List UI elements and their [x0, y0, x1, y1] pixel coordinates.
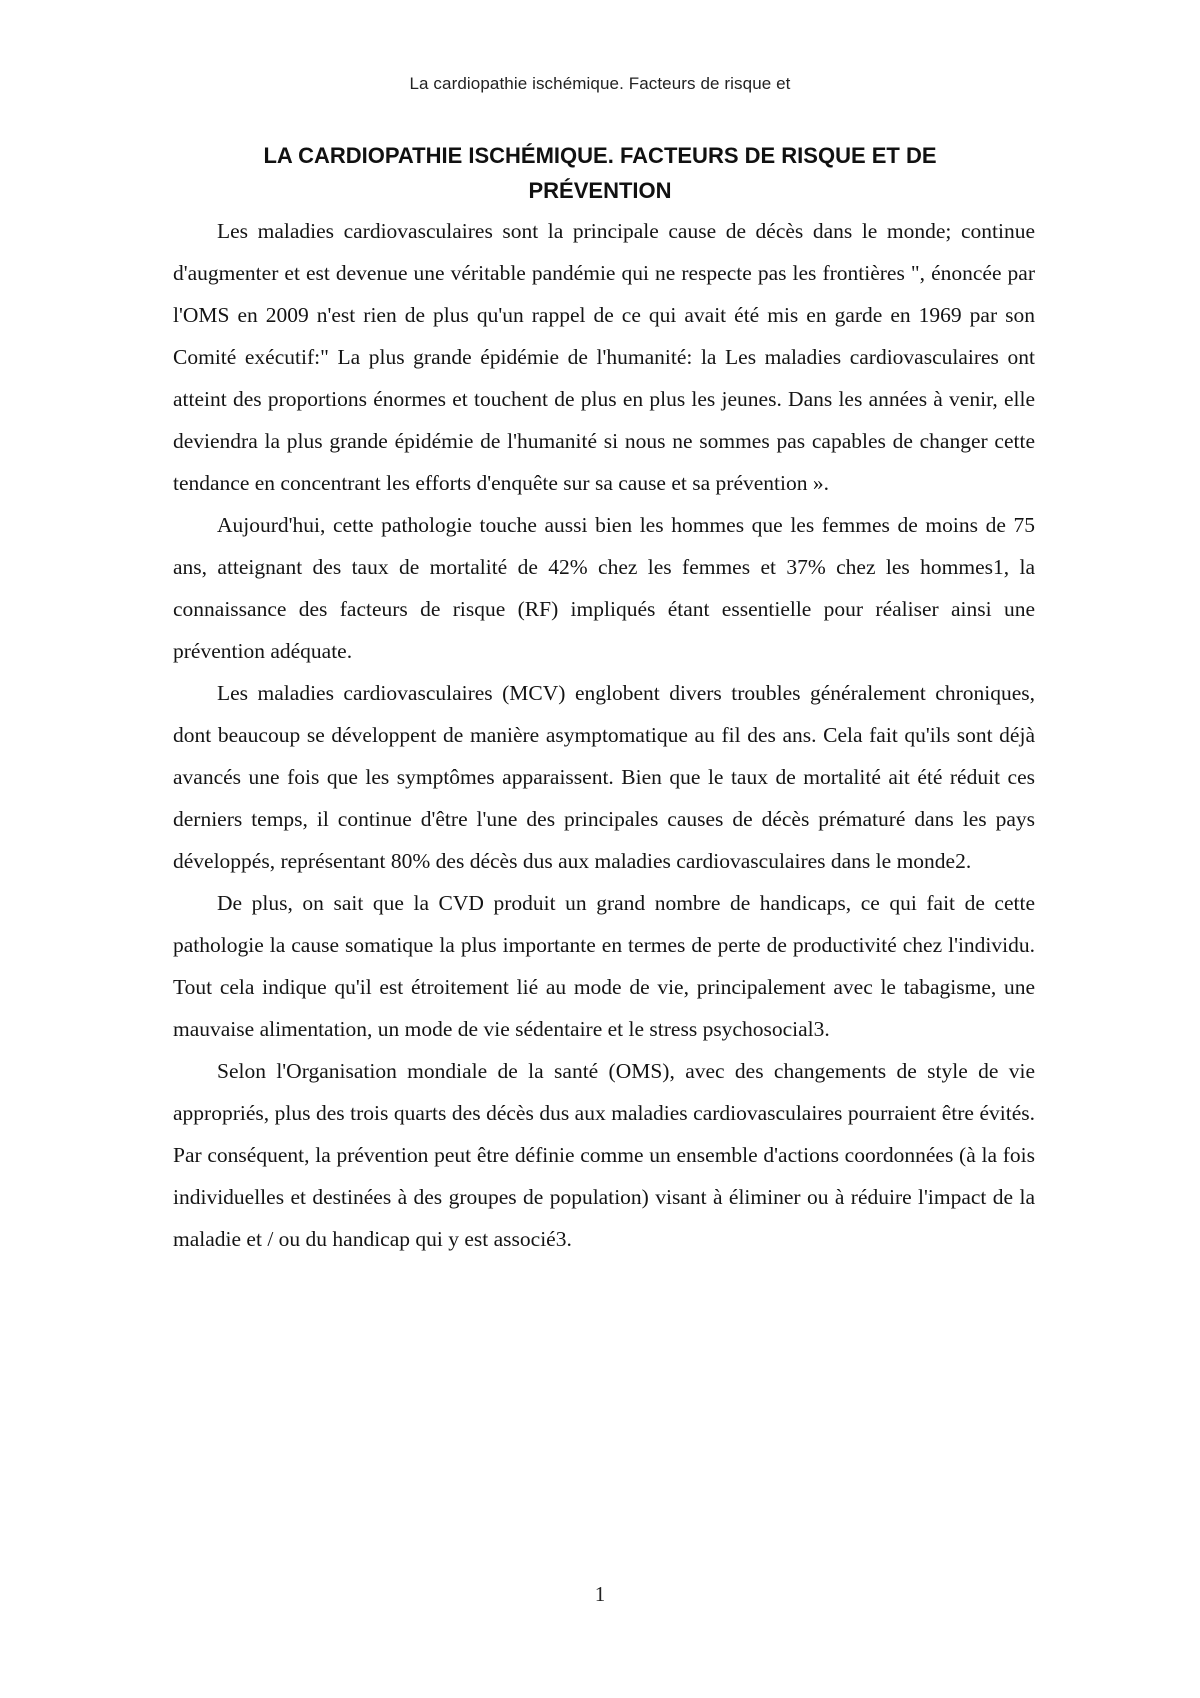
paragraph: Les maladies cardiovasculaires (MCV) englobent divers troubles généralement chroniques, dont beaucoup se développent de manière asymptomatique au fil des ans. Cela fait qu'ils sont déjà avancés une fois que les symptômes apparaissent. Bien que le taux de mortalité ait été réduit ces derniers temps, il continue d'être l'une des principales causes de décès prématuré dans les pays développés, représentant 80% des décès dus aux maladies cardiovasculaires dans le monde2. — [173, 681, 1035, 873]
paragraph: De plus, on sait que la CVD produit un grand nombre de handicaps, ce qui fait de cette pathologie la cause somatique la plus importante en termes de perte de productivité chez l'individu. Tout cela indique qu'il est étroitement lié au mode de vie, principalement avec le tabagisme, une mauvaise alimentation, un mode de vie sédentaire et le stress psychosocial3. — [173, 891, 1035, 1041]
page-number: 1 — [594, 1582, 606, 1606]
document-title: LA CARDIOPATHIE ISCHÉMIQUE. FACTEURS DE RISQUE ET DE PRÉVENTION — [263, 143, 937, 203]
paragraph: Les maladies cardiovasculaires sont la principale cause de décès dans le monde; continue d'augmenter et est devenue une véritable pandémie qui ne respecte pas les frontières ", énoncée par l'OMS en 2009 n'est rien de plus qu'un rappel de ce qui avait été mis en garde en 1969 par son Comité exécutif:" La plus grande épidémie de l'humanité: la Les maladies cardiovasculaires ont atteint des proportions énormes et touchent de plus en plus les jeunes. Dans les années à venir, elle deviendra la plus grande épidémie de l'humanité si nous ne sommes pas capables de changer cette tendance en concentrant les efforts d'enquête sur sa cause et sa prévention ». — [173, 219, 1035, 495]
paragraph: Aujourd'hui, cette pathologie touche aussi bien les hommes que les femmes de moins de 75 ans, atteignant des taux de mortalité de 42% chez les femmes et 37% chez les hommes1, la connaissance des facteurs de risque (RF) impliqués étant essentielle pour réaliser ainsi une prévention adéquate. — [173, 513, 1035, 663]
paragraph: Selon l'Organisation mondiale de la santé (OMS), avec des changements de style de vie appropriés, plus des trois quarts des décès dus aux maladies cardiovasculaires pourraient être évités. Par conséquent, la prévention peut être définie comme un ensemble d'actions coordonnées (à la fois individuelles et destinées à des groupes de population) visant à éliminer ou à réduire l'impact de la maladie et / ou du handicap qui y est associé3. — [173, 1059, 1035, 1251]
running-header: La cardiopathie ischémique. Facteurs de risque et — [409, 74, 791, 93]
document-body — [173, 210, 1035, 1260]
